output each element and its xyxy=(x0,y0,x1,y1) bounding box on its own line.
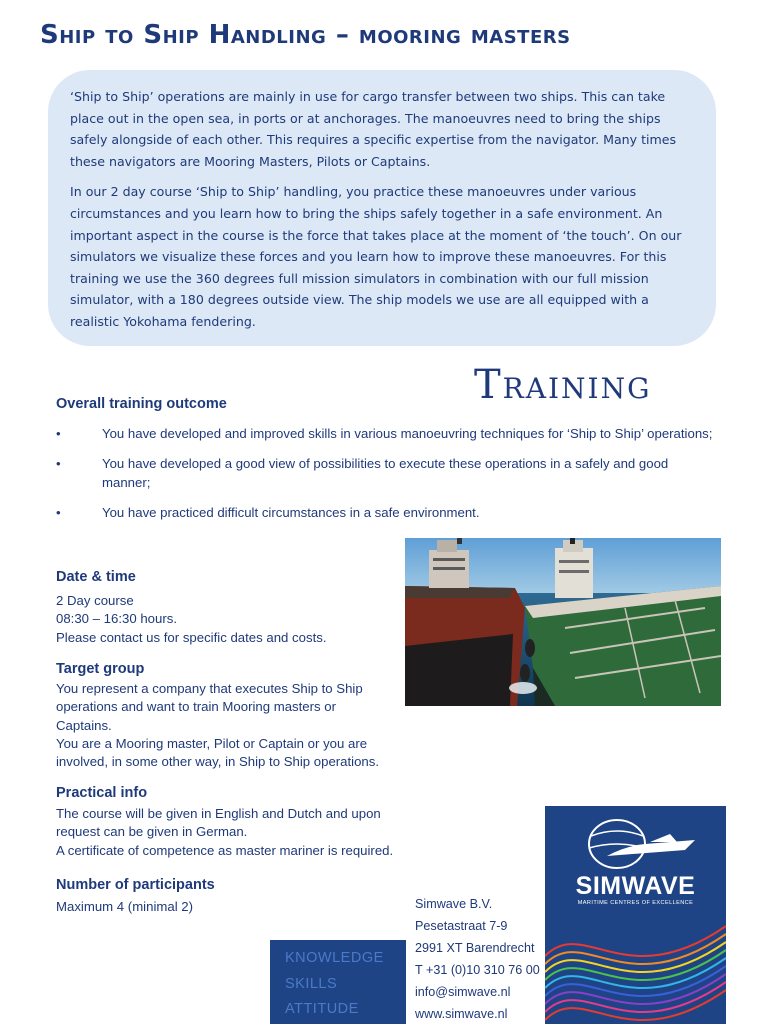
list-item xyxy=(56,424,716,443)
target-group-line: Captains. xyxy=(56,717,112,733)
date-time-line: Please contact us for specific dates and costs. xyxy=(56,629,327,645)
practical-info-section xyxy=(56,805,393,860)
intro-paragraph-2: In our 2 day course ‘Ship to Ship’ handling, you practice these manoeuvres under various circumstances and you learn how to bring the ships safely together in a safe environment. An important aspect in the course is the force that takes place at the moment of ‘the touch’. On our simulators we visualize these forces and you learn how to improve these manoeuvres. For this training we use the 360 degrees full mission simulators in combination with our full mission simulator, with a 180 degrees outside view. The ship models we use are all equipped with a realistic Yokohama fendering. xyxy=(70,184,682,329)
logo-tagline: MARITIME CENTRES OF EXCELLENCE xyxy=(577,900,694,906)
kss-word: KNOWLEDGE xyxy=(285,950,384,966)
kss-word: ATTITUDE xyxy=(285,1001,359,1017)
outcome-heading: Overall training outcome xyxy=(56,396,227,412)
outcome-list xyxy=(56,424,716,533)
logo-name: SIMWAVE xyxy=(575,872,696,900)
outcome-text: You have developed and improved skills in various manoeuvring techniques for ‘Ship to Ship’ operations; xyxy=(102,426,713,441)
outcome-text: You have developed a good view of possibilities to execute these operations in a safely and good manner; xyxy=(102,456,669,490)
date-time-section xyxy=(56,592,327,647)
practical-info-line: The course will be given in English and Dutch and upon xyxy=(56,806,381,821)
date-time-heading: Date & time xyxy=(56,569,136,585)
phone-number: T +31 (0)10 310 76 00 xyxy=(415,963,540,977)
street-address: Pesetastraat 7-9 xyxy=(415,919,508,933)
simwave-logo xyxy=(545,806,726,1024)
practical-info-line: request can be given in German. xyxy=(56,824,248,840)
outcome-text: You have practiced difficult circumstances in a safe environment. xyxy=(102,505,480,520)
intro-paragraph-1: ‘Ship to Ship’ operations are mainly in use for cargo transfer between two ships. This can take place out in the open sea, in ports or at anchorages. The manoeuvres need to bring the ships safely alongside of each other. This requires a specific expertise from the navigator. Many times these navigators are Mooring Masters, Pilots or Captains. xyxy=(70,89,677,169)
date-time-line: 2 Day course xyxy=(56,593,134,608)
bullet-icon: • xyxy=(56,456,61,471)
bullet-icon: • xyxy=(56,426,61,441)
city-address: 2991 XT Barendrecht xyxy=(415,941,535,955)
participants-text: Maximum 4 (minimal 2) xyxy=(56,899,194,914)
practical-info-heading: Practical info xyxy=(56,785,148,801)
list-item xyxy=(56,503,716,522)
target-group-line: involved, in some other way, in Ship to Ship operations. xyxy=(56,754,380,770)
ship-to-ship-image xyxy=(405,538,721,706)
target-group-line: You represent a company that executes Ship to Ship xyxy=(56,681,363,696)
target-group-line: operations and want to train Mooring masters or xyxy=(56,699,337,715)
contact-block xyxy=(415,893,540,1024)
participants-heading: Number of participants xyxy=(56,877,215,893)
page-title: Ship to Ship Handling – mooring masters xyxy=(40,20,571,50)
training-heading: Training xyxy=(474,362,652,408)
practical-info-line: A certificate of competence as master mariner is required. xyxy=(56,842,394,858)
email-link[interactable]: info@simwave.nl xyxy=(415,985,511,999)
globe-ship-icon xyxy=(545,806,726,1024)
bullet-icon: • xyxy=(56,505,61,520)
target-group-section xyxy=(56,680,379,771)
date-time-line: 08:30 – 16:30 hours. xyxy=(56,611,177,627)
intro-panel xyxy=(48,70,716,346)
target-group-line: You are a Mooring master, Pilot or Captain or you are xyxy=(56,735,368,751)
list-item xyxy=(56,454,716,492)
kss-word: SKILLS xyxy=(285,975,338,992)
website-link[interactable]: www.simwave.nl xyxy=(415,1007,508,1021)
company-name: Simwave B.V. xyxy=(415,897,493,911)
target-group-heading: Target group xyxy=(56,661,145,677)
knowledge-skills-attitude-box xyxy=(270,940,406,1024)
